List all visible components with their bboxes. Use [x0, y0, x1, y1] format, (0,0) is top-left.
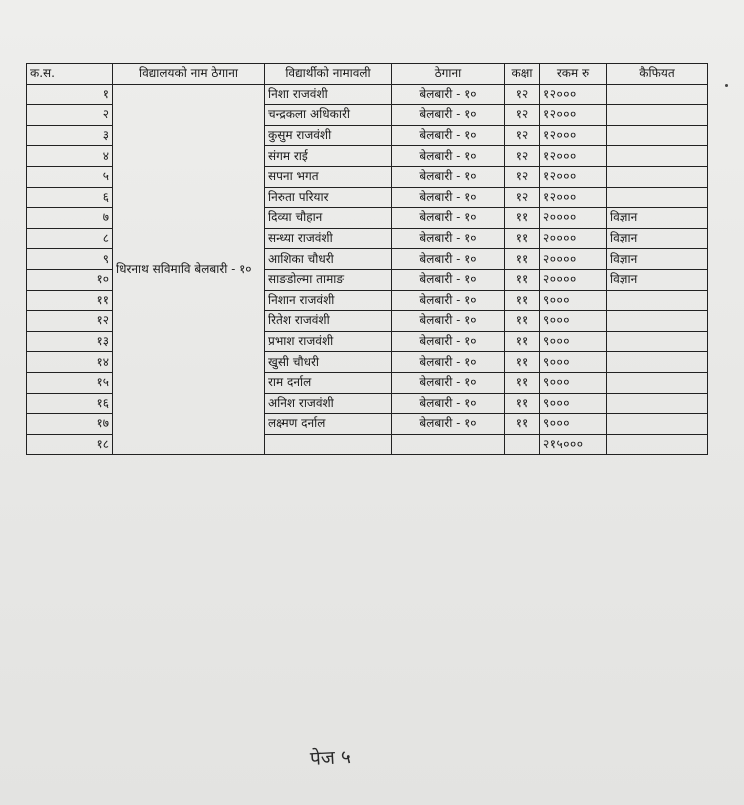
- class-cell: १२: [505, 187, 540, 208]
- student-name-cell: [265, 434, 392, 455]
- remark-cell: [607, 311, 708, 332]
- student-name-cell: राम दर्नाल: [265, 372, 392, 393]
- student-name-cell: निशान राजवंशी: [265, 290, 392, 311]
- student-name-cell: साङडोल्मा तामाङ: [265, 269, 392, 290]
- table-row: [27, 84, 708, 105]
- student-name-cell: सन्ध्या राजवंशी: [265, 228, 392, 249]
- serial-cell: १४: [27, 352, 113, 373]
- class-cell: ११: [505, 393, 540, 414]
- amount-cell: ९०००: [540, 290, 607, 311]
- serial-cell: १८: [27, 434, 113, 455]
- amount-cell: ९०००: [540, 414, 607, 435]
- class-cell: १२: [505, 166, 540, 187]
- student-name-cell: सपना भगत: [265, 166, 392, 187]
- class-cell: ११: [505, 372, 540, 393]
- serial-cell: ६: [27, 187, 113, 208]
- address-cell: बेलबारी - १०: [392, 187, 505, 208]
- scan-speck: [725, 84, 728, 87]
- student-name-cell: रितेश राजवंशी: [265, 311, 392, 332]
- remark-cell: [607, 434, 708, 455]
- header-serial: क.स.: [27, 64, 113, 85]
- student-name-cell: लक्ष्मण दर्नाल: [265, 414, 392, 435]
- amount-cell: ९०००: [540, 372, 607, 393]
- header-student-name: विद्यार्थीको नामावली: [265, 64, 392, 85]
- address-cell: बेलबारी - १०: [392, 249, 505, 270]
- student-name-cell: कुसुम राजवंशी: [265, 125, 392, 146]
- amount-cell: १२०००: [540, 105, 607, 126]
- serial-cell: १५: [27, 372, 113, 393]
- serial-cell: ७: [27, 208, 113, 229]
- address-cell: बेलबारी - १०: [392, 228, 505, 249]
- header-remark: कैफियत: [607, 64, 708, 85]
- amount-cell: १२०००: [540, 84, 607, 105]
- address-cell: बेलबारी - १०: [392, 146, 505, 167]
- address-cell: बेलबारी - १०: [392, 208, 505, 229]
- remark-cell: [607, 105, 708, 126]
- remark-cell: [607, 414, 708, 435]
- class-cell: १२: [505, 84, 540, 105]
- page-number-handwritten: पेज ५: [309, 745, 352, 771]
- remark-cell: विज्ञान: [607, 228, 708, 249]
- student-name-cell: संगम राई: [265, 146, 392, 167]
- remark-cell: विज्ञान: [607, 269, 708, 290]
- serial-cell: ३: [27, 125, 113, 146]
- class-cell: १२: [505, 146, 540, 167]
- remark-cell: [607, 146, 708, 167]
- remark-cell: [607, 125, 708, 146]
- header-class: कक्षा: [505, 64, 540, 85]
- serial-cell: ९: [27, 249, 113, 270]
- class-cell: ११: [505, 311, 540, 332]
- address-cell: बेलबारी - १०: [392, 105, 505, 126]
- amount-cell: १२०००: [540, 146, 607, 167]
- amount-cell: २००००: [540, 269, 607, 290]
- class-cell: ११: [505, 228, 540, 249]
- class-cell: ११: [505, 331, 540, 352]
- address-cell: बेलबारी - १०: [392, 84, 505, 105]
- address-cell: बेलबारी - १०: [392, 414, 505, 435]
- student-name-cell: प्रभाश राजवंशी: [265, 331, 392, 352]
- amount-cell: १२०००: [540, 166, 607, 187]
- header-address: ठेगाना: [392, 64, 505, 85]
- class-cell: ११: [505, 352, 540, 373]
- student-name-cell: अनिश राजवंशी: [265, 393, 392, 414]
- serial-cell: ५: [27, 166, 113, 187]
- address-cell: बेलबारी - १०: [392, 166, 505, 187]
- student-name-cell: खुसी चौधरी: [265, 352, 392, 373]
- amount-cell: ९०००: [540, 352, 607, 373]
- student-name-cell: चन्द्रकला अधिकारी: [265, 105, 392, 126]
- class-cell: ११: [505, 249, 540, 270]
- address-cell: बेलबारी - १०: [392, 372, 505, 393]
- amount-cell: २००००: [540, 208, 607, 229]
- serial-cell: ११: [27, 290, 113, 311]
- remark-cell: [607, 166, 708, 187]
- address-cell: बेलबारी - १०: [392, 393, 505, 414]
- amount-cell: ९०००: [540, 393, 607, 414]
- serial-cell: १०: [27, 269, 113, 290]
- student-name-cell: आशिका चौधरी: [265, 249, 392, 270]
- address-cell: बेलबारी - १०: [392, 352, 505, 373]
- remark-cell: विज्ञान: [607, 208, 708, 229]
- header-school: विद्यालयको नाम ठेगाना: [113, 64, 265, 85]
- scholarship-table: [26, 63, 708, 455]
- class-cell: १२: [505, 125, 540, 146]
- total-amount-cell: २१५०००: [540, 434, 607, 455]
- amount-cell: १२०००: [540, 187, 607, 208]
- header-row: [27, 64, 708, 85]
- remark-cell: [607, 331, 708, 352]
- amount-cell: २००००: [540, 228, 607, 249]
- remark-cell: [607, 352, 708, 373]
- address-cell: बेलबारी - १०: [392, 125, 505, 146]
- amount-cell: ९०००: [540, 331, 607, 352]
- class-cell: ११: [505, 269, 540, 290]
- class-cell: ११: [505, 208, 540, 229]
- amount-cell: १२०००: [540, 125, 607, 146]
- remark-cell: [607, 84, 708, 105]
- amount-cell: ९०००: [540, 311, 607, 332]
- remark-cell: [607, 393, 708, 414]
- school-cell: धिरनाथ सविमावि बेलबारी - १०: [113, 84, 265, 455]
- serial-cell: १२: [27, 311, 113, 332]
- class-cell: ११: [505, 290, 540, 311]
- remark-cell: [607, 372, 708, 393]
- remark-cell: [607, 290, 708, 311]
- address-cell: [392, 434, 505, 455]
- student-name-cell: निशा राजवंशी: [265, 84, 392, 105]
- serial-cell: १: [27, 84, 113, 105]
- class-cell: [505, 434, 540, 455]
- student-name-cell: निरुता परियार: [265, 187, 392, 208]
- serial-cell: १३: [27, 331, 113, 352]
- remark-cell: विज्ञान: [607, 249, 708, 270]
- serial-cell: ८: [27, 228, 113, 249]
- serial-cell: १७: [27, 414, 113, 435]
- address-cell: बेलबारी - १०: [392, 269, 505, 290]
- remark-cell: [607, 187, 708, 208]
- header-amount: रकम रु: [540, 64, 607, 85]
- student-name-cell: दिव्या चौहान: [265, 208, 392, 229]
- class-cell: ११: [505, 414, 540, 435]
- address-cell: बेलबारी - १०: [392, 290, 505, 311]
- serial-cell: २: [27, 105, 113, 126]
- class-cell: १२: [505, 105, 540, 126]
- serial-cell: ४: [27, 146, 113, 167]
- amount-cell: २००००: [540, 249, 607, 270]
- address-cell: बेलबारी - १०: [392, 331, 505, 352]
- address-cell: बेलबारी - १०: [392, 311, 505, 332]
- serial-cell: १६: [27, 393, 113, 414]
